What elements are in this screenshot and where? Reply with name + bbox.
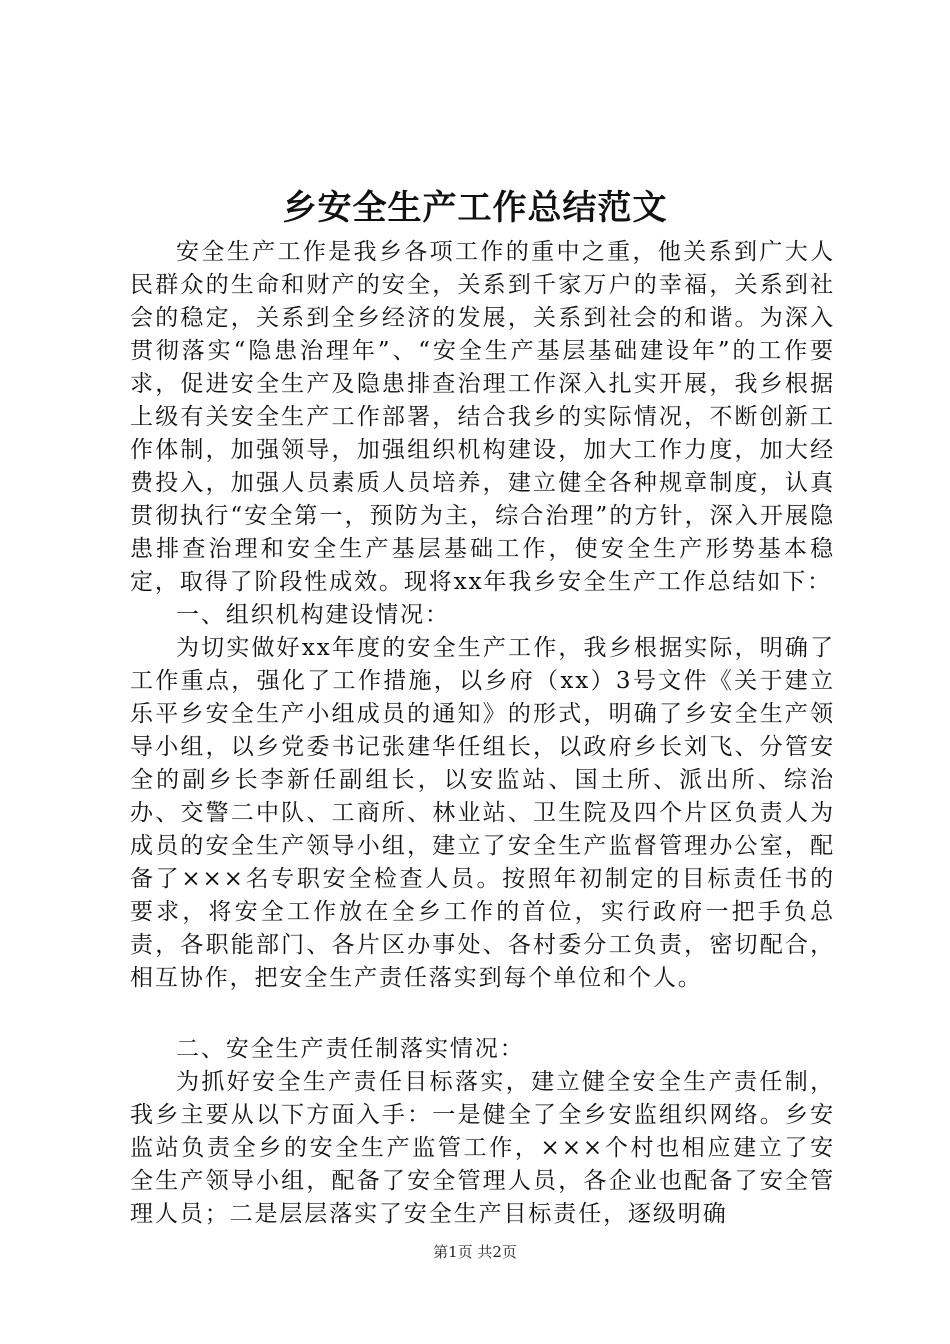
section-1-paragraph: 为切实做好xx年度的安全生产工作，我乡根据实际，明确了工作重点，强化了工作措施，以乡府（xx）3号文件《关于建立乐平乡安全生产小组成员的通知》的形式，明确了乡安全生产领导小组，以乡党委书记张建华任组长，以政府乡长刘飞、分管安全的副乡长李新任副组长，以安监站、国土所、派出所、综治办、交警二中队、工商所、林业站、卫生院及四个片区负责人为成员的安全生产领导小组，建立了安全生产监督管理办公室，配备了×××名专职安全检查人员。按照年初制定的目标责任书的要求，将安全工作放在全乡工作的首位，实行政府一把手负总责，各职能部门、各片区办事处、各村委分工负责，密切配合，相互协作，把安全生产责任落实到每个单位和个人。 [130, 635, 835, 991]
intro-paragraph: 安全生产工作是我乡各项工作的重中之重，他关系到广大人民群众的生命和财产的安全，关系到千家万户的幸福，关系到社会的稳定，关系到全乡经济的发展，关系到社会的和谐。为深入贯彻落实“隐患治理年”、“安全生产基层基础建设年”的工作要求，促进安全生产及隐患排查治理工作深入扎实开展，我乡根据上级有关安全生产工作部署，结合我乡的实际情况，不断创新工作体制，加强领导，加强组织机构建设，加大工作力度，加大经费投入，加强人员素质人员培养，建立健全各种规章制度，认真贯彻执行“安全第一，预防为主，综合治理”的方针，深入开展隐患排查治理和安全生产基层基础工作，使安全生产形势基本稳定，取得了阶段性成效。现将xx年我乡安全生产工作总结如下： [130, 239, 835, 595]
paragraph-gap [130, 995, 835, 1033]
document-title: 乡安全生产工作总结范文 [282, 188, 668, 228]
section-2-paragraph: 为抓好安全生产责任目标落实，建立健全安全生产责任制，我乡主要从以下方面入手：一是健全了全乡安监组织网络。乡安监站负责全乡的安全生产监管工作，×××个村也相应建立了安全生产领导小组，配备了安全管理人员，各企业也配备了安全管理人员；二是层层落实了安全生产目标责任，逐级明确 [130, 1069, 835, 1227]
section-heading-2: 二、安全生产责任制落实情况： [176, 1036, 525, 1062]
section-heading-1: 一、组织机构建设情况： [176, 602, 450, 628]
document-body [130, 236, 835, 1231]
page-footer: 第1页 共2页 [433, 1243, 517, 1261]
